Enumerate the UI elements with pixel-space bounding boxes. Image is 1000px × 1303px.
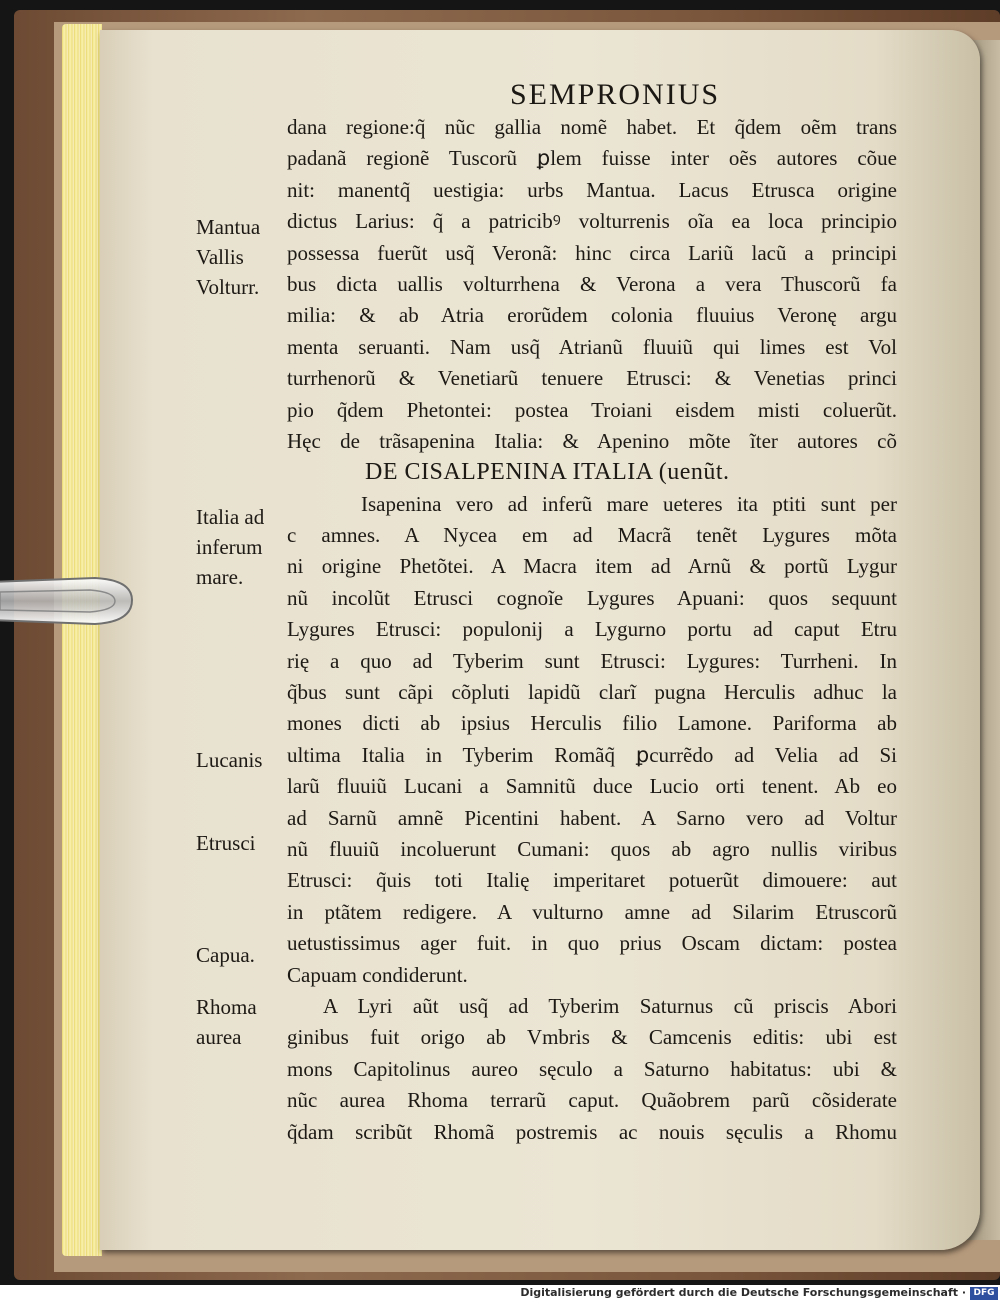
margin-note-mantua: Mantua Vallis Volturr. — [196, 215, 261, 299]
text-line: Hęc de trãsapenina Italia: & Apenino mõte ĩter autores cõ — [287, 428, 897, 453]
text-line: pio q̃dem Phetontei: postea Troiani eisdem misti coluerũt. — [287, 397, 897, 422]
text-line: Capuam condiderunt. — [287, 962, 468, 987]
text-line: q̃dam scribũt Rhomã postremis ac nouis sęculis a Rhomu — [287, 1119, 897, 1144]
dfg-logo: DFG — [970, 1287, 998, 1300]
margin-note-rhoma: Rhoma aurea — [196, 995, 257, 1049]
text-line: q̃bus sunt cãpi cõpluti lapidũ clarĩ pugna Herculis adhuc la — [287, 680, 897, 705]
text-line: c amnes. A Nycea em ad Macrã tenẽt Lygures mõta — [287, 523, 897, 548]
text-line: padanã regionẽ Tuscorũ ꝑlem fuisse inter oẽs autores cõue — [287, 146, 897, 171]
gilt-page-edges — [62, 24, 102, 1256]
text-line: possessa fuerũt usq̃ Veronã: hinc circa Lariũ lacũ a principi — [287, 240, 897, 265]
running-title: SEMPRONIUS — [510, 78, 721, 111]
text-line: milia: & ab Atria erorũdem colonia fluuius Veronę argu — [287, 303, 897, 328]
text-line: rię a quo ad Tyberim sunt Etrusci: Lygures: Turrheni. In — [287, 648, 897, 673]
margin-note-italia: Italia ad inferum mare. — [196, 505, 265, 589]
footer-bar — [0, 1285, 1000, 1303]
text-line: ginibus fuit origo ab Vmbris & Camcenis editis: ubi est — [287, 1025, 897, 1050]
text-line: A Lyri aũt usq̃ ad Tyberim Saturnus cũ priscis Abori — [323, 993, 897, 1018]
text-line: menta seruanti. Nam usq̃ Atrianũ fluuiũ qui limes est Vol — [287, 334, 897, 359]
text-line: ni origine Phetõtei. A Macra item ad Arnũ & portũ Lygur — [287, 554, 897, 579]
text-line: bus dicta uallis volturrhena & Verona a vera Thuscorũ fa — [287, 271, 897, 296]
text-line: ad Sarnũ amnẽ Picentini habent. A Sarno vero ad Voltur — [287, 805, 897, 830]
text-line: dictus Larius: q̃ a patricibꝰ volturrenis oĩa ea loca principio — [287, 209, 897, 234]
text-line: in ptãtem redigere. A vulturno amne ad Silarim Etruscorũ — [287, 899, 897, 924]
text-line: nũc aurea Rhoma terrarũ caput. Quãobrem parũ cõsiderate — [287, 1088, 897, 1113]
text-line: uetustissimus ager fuit. in quo prius Oscam dictam: postea — [287, 931, 897, 956]
main-text-block — [287, 112, 897, 1148]
margin-note-capua: Capua. — [196, 943, 255, 967]
funding-notice: Digitalisierung gefördert durch die Deutsche Forschungsgemeinschaft · — [520, 1286, 966, 1299]
text-line: dana regione:q̃ nũc gallia nomẽ habet. Et q̃dem oẽm trans — [287, 115, 897, 139]
text-line: mons Capitolinus aureo sęculo a Saturno habitatus: ubi & — [287, 1056, 897, 1081]
text-line: nũ fluuiũ incoluerunt Cumani: quos ab agro nullis viribus — [287, 836, 897, 861]
text-line: turrhenorũ & Venetiarũ tenuere Etrusci: & Venetias princi — [287, 366, 897, 391]
text-line: ultima Italia in Tyberim Romãq̃ ꝑcurrẽdo ad Velia ad Si — [287, 742, 897, 767]
margin-note-etrusci: Etrusci — [196, 831, 256, 855]
text-line: mones dicti ab ipsius Herculis filio Lamone. Pariforma ab — [287, 711, 897, 736]
text-line: DE CISALPENINA ITALIA (uenũt. — [365, 459, 730, 486]
text-line: Isapenina vero ad inferũ mare ueteres ita ptiti sunt per — [361, 491, 897, 516]
text-line: Etrusci: q̃uis toti Italię imperitaret potuerũt dimouere: aut — [287, 868, 897, 893]
text-line: larũ fluuiũ Lucani a Samnitũ duce Lucio orti tenent. Ab eo — [287, 774, 897, 799]
text-line: nũ incolũt Etrusci cognoĩe Lygures Apuani: quos sequunt — [287, 585, 897, 610]
margin-note-lucanis: Lucanis — [196, 748, 263, 772]
text-line: nit: manentq̃ uestigia: urbs Mantua. Lacus Etrusca origine — [287, 177, 897, 202]
text-line: Lygures Etrusci: populonij a Lygurno portu ad caput Etru — [287, 617, 897, 642]
glass-clip-weight — [0, 572, 135, 630]
